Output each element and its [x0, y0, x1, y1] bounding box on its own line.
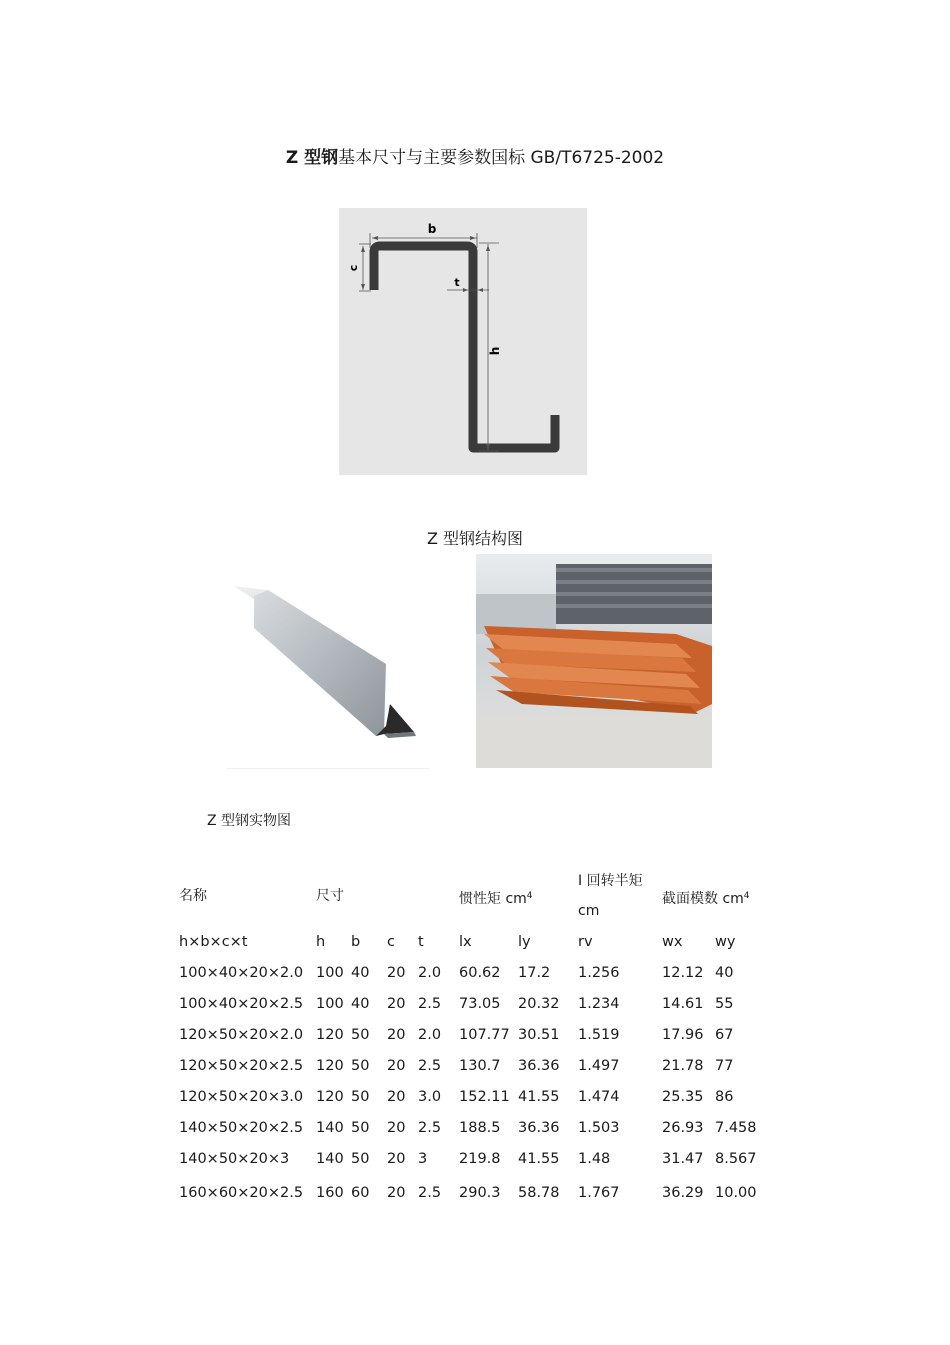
table-cell: 50 [351, 1151, 370, 1167]
table-cell: 107.77 [459, 1027, 510, 1043]
table-cell: 2.5 [418, 1058, 442, 1074]
page-title [0, 146, 950, 170]
table-cell: 188.5 [459, 1120, 501, 1136]
table-cell: 7.458 [715, 1120, 757, 1136]
table-cell: 1.48 [578, 1151, 611, 1167]
table-cell: 120×50×20×2.5 [179, 1058, 304, 1074]
table-cell: 219.8 [459, 1151, 501, 1167]
table-cell: 60.62 [459, 965, 501, 981]
label-c: c [347, 264, 360, 272]
title-rest: 基本尺寸与主要参数国标 GB/T6725-2002 [338, 148, 665, 168]
table-cell: 2.5 [418, 1120, 442, 1136]
table-cell: 3.0 [418, 1089, 442, 1105]
table-cell: 152.11 [459, 1089, 510, 1105]
table-cell: 36.29 [662, 1185, 704, 1201]
header-section: 截面模数 $cm^4$ [662, 891, 750, 907]
header-size: 尺寸 [316, 888, 344, 904]
table-cell: 1.767 [578, 1185, 620, 1201]
label-t: t [454, 276, 460, 289]
table-cell: 41.55 [518, 1151, 560, 1167]
photo-caption: Z 型钢实物图 [207, 813, 292, 829]
z-section-diagram [339, 208, 587, 475]
subheader-cell: h [316, 934, 326, 950]
subheader-cell: b [351, 934, 361, 950]
table-cell: 1.519 [578, 1027, 620, 1043]
table-cell: 58.78 [518, 1185, 560, 1201]
table-cell: 25.35 [662, 1089, 704, 1105]
table-cell: 2.0 [418, 965, 442, 981]
table-cell: 8.567 [715, 1151, 757, 1167]
table-cell: 2.5 [418, 996, 442, 1012]
title-bold-prefix: Z 型钢 [285, 148, 339, 168]
table-cell: 55 [715, 996, 734, 1012]
table-cell: 1.503 [578, 1120, 620, 1136]
table-cell: 100×40×20×2.0 [179, 965, 304, 981]
table-cell: 120×50×20×2.0 [179, 1027, 304, 1043]
table-cell: 1.497 [578, 1058, 620, 1074]
table-cell: 50 [351, 1058, 370, 1074]
table-cell: 40 [715, 965, 734, 981]
table-cell: 20 [387, 1027, 406, 1043]
table-cell: 120 [316, 1089, 344, 1105]
table-cell: 40 [351, 965, 370, 981]
header-name: 名称 [179, 888, 207, 904]
table-cell: 20 [387, 1151, 406, 1167]
table-cell: 20.32 [518, 996, 560, 1012]
subheader-cell: h×b×c×t [179, 934, 248, 950]
subheader-cell: wx [662, 934, 683, 950]
table-cell: 17.96 [662, 1027, 704, 1043]
table-cell: 14.61 [662, 996, 704, 1012]
table-cell: 36.36 [518, 1120, 560, 1136]
table-cell: 20 [387, 965, 406, 981]
table-cell: 140×50×20×2.5 [179, 1120, 304, 1136]
table-cell: 120 [316, 1027, 344, 1043]
subheader-cell: wy [715, 934, 736, 950]
z-section-drawing [339, 208, 587, 475]
table-cell: 67 [715, 1027, 734, 1043]
table-cell: 1.474 [578, 1089, 620, 1105]
header-radius-line2: cm [578, 903, 600, 919]
subheader-cell: lx [459, 934, 472, 950]
label-h: h [488, 346, 502, 356]
table-cell: 77 [715, 1058, 734, 1074]
header-inertia: 惯性矩 $cm^4$ [459, 891, 533, 907]
table-cell: 10.00 [715, 1185, 757, 1201]
table-cell: 50 [351, 1089, 370, 1105]
table-cell: 3 [418, 1151, 428, 1167]
table-cell: 41.55 [518, 1089, 560, 1105]
table-cell: 36.36 [518, 1058, 560, 1074]
table-cell: 1.234 [578, 996, 620, 1012]
table-cell: 140×50×20×3 [179, 1151, 290, 1167]
table-cell: 12.12 [662, 965, 704, 981]
z-steel-photo-stack [476, 554, 712, 768]
table-cell: 100 [316, 996, 344, 1012]
table-cell: 140 [316, 1151, 344, 1167]
table-cell: 160 [316, 1185, 344, 1201]
table-cell: 100 [316, 965, 344, 981]
table-cell: 86 [715, 1089, 734, 1105]
table-cell: 20 [387, 1120, 406, 1136]
table-cell: 60 [351, 1185, 370, 1201]
table-cell: 2.5 [418, 1185, 442, 1201]
table-cell: 120×50×20×3.0 [179, 1089, 304, 1105]
table-cell: 2.0 [418, 1027, 442, 1043]
structure-caption: Z 型钢结构图 [426, 529, 524, 548]
table-cell: 120 [316, 1058, 344, 1074]
table-cell: 20 [387, 996, 406, 1012]
z-steel-photo-single [226, 556, 430, 769]
table-cell: 290.3 [459, 1185, 501, 1201]
table-cell: 21.78 [662, 1058, 704, 1074]
table-cell: 50 [351, 1120, 370, 1136]
table-cell: 160×60×20×2.5 [179, 1185, 304, 1201]
header-radius-line1: I 回转半矩 [578, 873, 643, 889]
table-cell: 26.93 [662, 1120, 704, 1136]
subheader-cell: rv [578, 934, 593, 950]
table-cell: 100×40×20×2.5 [179, 996, 304, 1012]
table-cell: 31.47 [662, 1151, 704, 1167]
table-cell: 130.7 [459, 1058, 501, 1074]
table-cell: 30.51 [518, 1027, 560, 1043]
subheader-cell: t [418, 934, 424, 950]
table-cell: 20 [387, 1089, 406, 1105]
table-cell: 140 [316, 1120, 344, 1136]
label-b: b [427, 222, 437, 236]
table-cell: 20 [387, 1185, 406, 1201]
subheader-cell: ly [518, 934, 531, 950]
subheader-cell: c [387, 934, 395, 950]
table-cell: 17.2 [518, 965, 551, 981]
z-profile-shape [374, 246, 555, 448]
table-cell: 73.05 [459, 996, 501, 1012]
table-cell: 50 [351, 1027, 370, 1043]
table-cell: 40 [351, 996, 370, 1012]
table-cell: 20 [387, 1058, 406, 1074]
table-cell: 1.256 [578, 965, 620, 981]
